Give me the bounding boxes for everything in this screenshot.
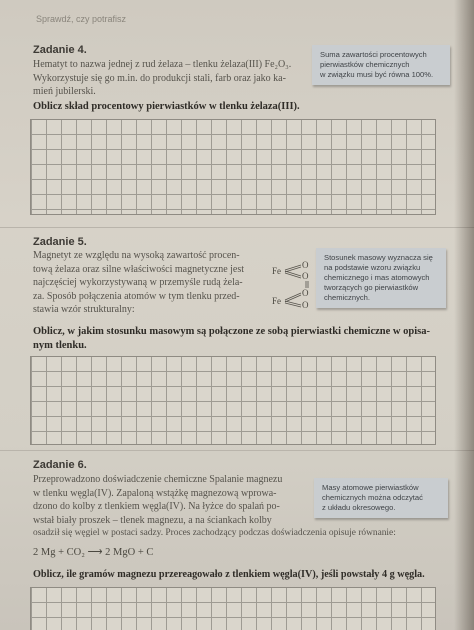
hint-line: Suma zawartości procentowych [320,50,427,59]
task-5-label: Zadanie 5. [33,236,87,248]
task-4-line: Hematyt to nazwa jednej z rud żelaza – tlenku żelaza(III) Fe₂O₃. [33,59,292,70]
hint-line: Stosunek masowy wyznacza się [324,253,433,262]
fe-atom-2: Fe [272,296,281,306]
task-4-line: mień jubilerski. [33,86,96,98]
hint-line: chemicznych. [324,293,371,302]
reaction-equation: 2 Mg + CO₂ ⟶ 2 MgO + C [33,547,154,558]
task-6-question: Oblicz, ile gramów magnezu przereagowało z tlenkiem węgla(IV), jeśli powstały 4 g węgla. [33,569,425,580]
task-6-answer-grid[interactable] [30,587,436,630]
hint-line: chemicznego i mas atomowych [324,273,430,282]
hint-line: na podstawie wzoru związku [324,263,421,272]
task-6-label: Zadanie 6. [33,459,87,471]
task-6-hint-note [314,478,448,518]
hint-line: Masy atomowe pierwiastków [322,483,419,492]
question-line: nym tlenku. [33,340,87,351]
task-4-question: Oblicz skład procentowy pierwiastków w tlenku żelaza(III). [33,101,300,112]
task-4-answer-grid[interactable] [30,119,436,215]
section-divider [0,227,474,228]
task-5-line: Magnetyt ze względu na wysoką zawartość procen- [33,250,240,261]
hint-line: pierwiastków chemicznych [320,60,410,69]
task-5-hint-note [316,248,446,308]
task-5-line: za. Sposób połączenia atomów w tym tlenku przed- [33,290,240,302]
task-5-text [33,249,269,317]
task-4-label: Zadanie 4. [33,44,87,56]
section-divider [0,450,474,451]
task-6-line: Przeprowadzono doświadczenie chemiczne Spalanie magnezu [33,474,283,485]
o-atom-3: O [302,288,309,298]
task-5-line: stawia wzór strukturalny: [33,304,135,316]
hint-line: w związku musi być równa 100%. [320,70,434,79]
task-4-hint-note [312,45,450,85]
hint-line: chemicznych można odczytać [322,493,423,502]
hint-line: tworzących go pierwiastków [324,283,419,292]
task-5-answer-grid[interactable] [30,356,436,445]
hint-line: z układu okresowego. [322,503,396,512]
task-6-line: wstał biały proszek – tlenek magnezu, a na ściankach kolby [33,514,272,526]
o-atom-4: O [302,300,309,310]
page-edge-shadow [454,0,474,630]
task-5-line: tową żelaza oraz silne właściwości magnetyczne jest [33,263,245,275]
running-head: Sprawdź, czy potrafisz [36,14,127,24]
fe-atom-1: Fe [272,266,281,276]
task-5-line: najczęściej wykorzystywaną w przemyśle rudą żela- [33,277,243,289]
task-5-question [33,325,453,353]
question-line: Oblicz, w jakim stosunku masowym są połączone ze sobą pierwiastki chemiczne w opisa- [33,326,430,337]
task-4-text [33,58,308,99]
structural-formula-fe3o4 [272,259,312,311]
o-atom-2: O [302,271,309,281]
task-6-line: osadził się węgiel w postaci sadzy. Proces zachodzący podczas doświadczenia opisuje równanie: [33,528,396,539]
o-atom-1: O [302,260,309,270]
task-4-line: Wykorzystuje się go m.in. do produkcji stali, farb oraz jako ka- [33,72,286,84]
task-6-line: dzono do kolby z tlenkiem węgla(IV). Na łyżce do spalań po- [33,501,280,513]
task-6-line: w tlenku węgla(IV). Zapaloną wstążkę magnezową wprowa- [33,487,277,499]
